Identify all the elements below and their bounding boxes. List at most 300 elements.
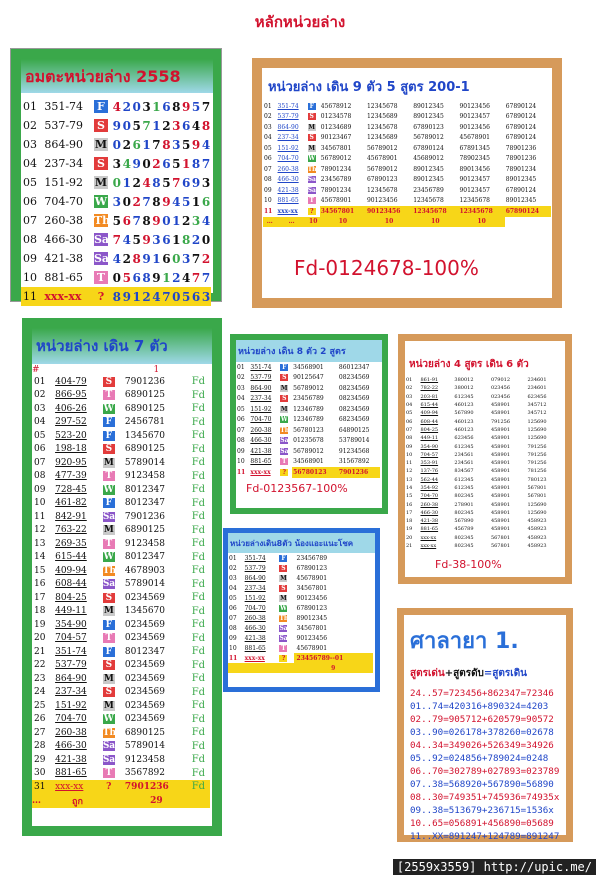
day-cell xyxy=(278,623,293,633)
day-cell xyxy=(278,603,293,613)
row-number: 04 xyxy=(34,417,46,428)
fd-mark: Fd xyxy=(191,443,206,455)
digit-cell: 9 xyxy=(152,213,161,228)
row-number: 02 xyxy=(34,390,46,401)
day-cell xyxy=(278,653,293,663)
row-number: 11 xyxy=(237,468,246,476)
table-row xyxy=(21,135,211,154)
day-badge: S xyxy=(103,687,115,697)
day-badge: Th xyxy=(280,426,290,434)
table-row xyxy=(405,534,563,542)
row-number: 11 xyxy=(34,511,46,522)
table-row xyxy=(228,633,373,643)
formula-cell: 56789012 xyxy=(366,165,398,173)
row-prize: 704-70 xyxy=(250,416,272,424)
formula-cell: 67890124 xyxy=(505,186,537,194)
row-value: 0234569 xyxy=(124,700,166,711)
col-blank xyxy=(278,663,293,673)
table-row xyxy=(21,116,211,135)
day-cell xyxy=(279,425,292,436)
row-value: 2456781 xyxy=(124,417,166,428)
formula-cell: 78901234 xyxy=(320,186,352,194)
table-row xyxy=(228,613,373,623)
digit-cell: 0 xyxy=(142,156,151,171)
row-prize: 151-92 xyxy=(250,405,272,413)
row-prize: 881-65 xyxy=(244,644,266,652)
row-number: 02 xyxy=(264,113,272,121)
day-cell xyxy=(278,563,293,573)
formula-cell: 45678901 xyxy=(366,155,398,163)
row-number: 16 xyxy=(34,579,46,590)
formula-cell: 12345678 xyxy=(413,197,444,205)
card-subtitle xyxy=(410,666,560,681)
cell: 354-92 xyxy=(420,485,439,491)
row-value: 6890125 xyxy=(124,403,166,414)
footer-mid: ถูก xyxy=(72,796,83,807)
row-number: 04 xyxy=(23,157,37,170)
row-value: 6890125 xyxy=(124,390,166,401)
table-row xyxy=(32,551,210,565)
table-row xyxy=(405,426,563,434)
row-number: 22 xyxy=(34,660,46,671)
day-badge: M xyxy=(94,176,108,189)
digit-cell: 8 xyxy=(142,213,151,228)
row-prize: 537-79 xyxy=(55,660,87,671)
cell: 458923 xyxy=(527,518,547,525)
table-row xyxy=(236,415,380,426)
row-prize: xxx-xx xyxy=(244,654,265,662)
row-number: 07 xyxy=(237,426,245,434)
page-header: หลักหน่วยล่าง xyxy=(254,13,346,31)
day-badge: F xyxy=(282,363,287,371)
day-cell xyxy=(307,122,320,133)
table-row xyxy=(32,456,210,470)
col-num: 1 xyxy=(153,364,160,375)
formula-a: 12346789 xyxy=(293,405,324,413)
digit-cell: 3 xyxy=(172,118,181,133)
day-cell xyxy=(102,767,121,781)
formula-b: 53789014 xyxy=(338,437,370,445)
table-row xyxy=(32,470,210,484)
digit-cell: 2 xyxy=(152,156,161,171)
fd-mark: Fd xyxy=(191,754,206,766)
cell: 13 xyxy=(406,476,413,483)
row-prize: 237-34 xyxy=(44,157,84,170)
digit-cell: 7 xyxy=(201,270,211,285)
card-salaya xyxy=(397,608,573,842)
day-badge: Sa xyxy=(102,754,116,765)
card-footer: Fd-0123567-100% xyxy=(246,481,348,495)
cell: 125690 xyxy=(527,426,547,433)
row-value: 7901236 xyxy=(124,376,166,387)
row-number: 12 xyxy=(34,525,46,536)
day-badge: M xyxy=(103,606,114,617)
table-row xyxy=(228,573,373,583)
day-badge: M xyxy=(280,594,287,602)
table-row xyxy=(236,383,380,394)
fd-mark: Fd xyxy=(191,578,206,590)
fd-mark: Fd xyxy=(191,713,206,725)
day-cell xyxy=(93,211,112,230)
row-number: 26 xyxy=(34,714,46,725)
score-row xyxy=(228,663,373,673)
day-cell xyxy=(102,632,121,646)
day-badge: W xyxy=(94,195,108,208)
table-row xyxy=(32,767,210,781)
cell: 567801 xyxy=(527,493,547,500)
row-prize: 704-70 xyxy=(244,604,266,612)
table-row xyxy=(405,525,563,533)
row-number: 05 xyxy=(34,430,46,441)
cell: 861-91 xyxy=(420,377,439,384)
cell: 791256 xyxy=(490,418,511,425)
formula-line: 08..30=749351+745936=74935x xyxy=(410,792,560,803)
table-row xyxy=(263,154,551,165)
digit-cell: 1 xyxy=(152,251,161,266)
row-number: 14 xyxy=(34,552,46,563)
row-prize: 881-65 xyxy=(277,197,299,205)
cell: 278901 xyxy=(454,501,474,508)
table-row xyxy=(32,510,210,524)
day-badge: Sa xyxy=(307,186,316,194)
row-number: 18 xyxy=(34,606,46,617)
table-row xyxy=(228,553,373,563)
day-cell xyxy=(93,230,112,249)
day-badge: Sa xyxy=(102,511,116,522)
digit-cell: 9 xyxy=(112,118,122,133)
table-row xyxy=(263,164,551,175)
row-number: 30 xyxy=(34,768,46,779)
day-badge: Sa xyxy=(102,579,116,590)
digit-cell: 7 xyxy=(142,118,151,133)
table-row xyxy=(32,740,210,754)
table-row xyxy=(32,524,210,538)
digit-cell: 0 xyxy=(122,194,131,209)
row-number: 03 xyxy=(264,123,272,131)
day-badge: S xyxy=(103,593,115,603)
row-number: 06 xyxy=(237,416,245,424)
row-number: 07 xyxy=(23,214,37,227)
day-badge: Sa xyxy=(279,634,288,642)
cell: 125690 xyxy=(527,501,547,508)
card-7-digit xyxy=(22,318,222,836)
day-badge: S xyxy=(103,444,115,454)
day-cell xyxy=(102,456,121,470)
day-cell xyxy=(102,672,121,686)
cell: 02 xyxy=(406,385,413,392)
formula-cell: 67890124 xyxy=(505,206,551,217)
digit-cell: 4 xyxy=(142,175,151,190)
day-cell xyxy=(102,443,121,457)
row-prize: 421-38 xyxy=(244,634,266,642)
row-prize: 804-25 xyxy=(55,592,87,603)
day-cell xyxy=(102,551,121,565)
table-row xyxy=(32,429,210,443)
day-cell xyxy=(279,467,292,478)
eight-digit-table xyxy=(236,362,380,478)
row-number: 11 xyxy=(23,290,37,303)
fd-mark: Fd xyxy=(191,470,206,482)
row-prize: 537-79 xyxy=(277,113,299,121)
formula-line: 02..79=905712+620579=90572 xyxy=(410,714,554,725)
row-prize: 477-39 xyxy=(55,471,87,482)
row-value: 23456789--01 xyxy=(294,653,373,663)
subtitle-c: =สูตรเดิน xyxy=(483,668,528,679)
day-cell xyxy=(93,173,112,192)
row-number: 10 xyxy=(237,458,245,466)
digit-cell: 1 xyxy=(182,156,191,171)
day-cell xyxy=(102,780,121,794)
day-cell xyxy=(102,618,121,632)
formula-b: 08234569 xyxy=(338,384,370,392)
table-row xyxy=(32,443,210,457)
cell: 08 xyxy=(406,435,413,442)
table-row xyxy=(263,175,551,186)
digit-cell: 1 xyxy=(172,213,181,228)
day-cell xyxy=(102,375,121,389)
day-cell xyxy=(278,583,293,593)
fd-mark: Fd xyxy=(191,524,206,536)
fd-mark: Fd xyxy=(191,497,206,509)
day-badge: S xyxy=(103,660,115,670)
row-prize: 866-95 xyxy=(55,390,87,401)
card-title: หน่วยล่างเดิน8ตัว น้องแอะแนะโชค xyxy=(228,533,375,553)
fd-mark: Fd xyxy=(191,403,206,415)
row-number: 10 xyxy=(264,197,272,205)
row-number: 27 xyxy=(34,727,46,738)
cell: 125690 xyxy=(527,509,547,516)
table-row xyxy=(32,591,210,605)
digit-cell: 6 xyxy=(182,118,191,133)
row-prize: xxx-xx xyxy=(250,468,271,476)
formula-a: 12346789 xyxy=(293,416,324,424)
row-number: 01 xyxy=(229,554,237,562)
day-badge: M xyxy=(280,384,288,392)
row-prize: 151-92 xyxy=(44,176,84,189)
cell: 458923 xyxy=(527,543,547,550)
table-row xyxy=(32,537,210,551)
digit-cell: 0 xyxy=(112,175,122,190)
row-number: 05 xyxy=(23,176,37,189)
row-number: 09 xyxy=(237,447,245,455)
day-cell xyxy=(93,268,112,287)
digit-cell: 0 xyxy=(112,270,122,285)
cell: 791256 xyxy=(527,451,547,458)
card-title: หน่วยล่าง 4 สูตร เดิน 6 ตัว xyxy=(409,359,529,370)
digit-cell: 9 xyxy=(191,137,201,152)
fd-mark: Fd xyxy=(191,376,206,388)
seven-digit-table xyxy=(32,364,210,808)
digit-cell: 6 xyxy=(132,137,141,152)
row-number: 04 xyxy=(229,584,237,592)
row-number: 09 xyxy=(23,252,37,265)
formula-cell: 78901234 xyxy=(505,165,537,173)
col-blank xyxy=(192,364,210,375)
formula-cell: 56789012 xyxy=(366,144,398,152)
day-badge: F xyxy=(309,102,314,110)
col-blank xyxy=(102,794,121,808)
formula-cell: 45678912 xyxy=(320,102,352,110)
formula-cell: 89012345 xyxy=(505,176,537,184)
row-prize: 881-65 xyxy=(44,271,84,284)
table-row xyxy=(405,442,563,450)
day-badge: S xyxy=(281,584,286,592)
table-row xyxy=(228,643,373,653)
day-cell xyxy=(278,633,293,643)
table-row xyxy=(32,713,210,727)
table-row xyxy=(32,726,210,740)
table-row xyxy=(21,192,211,211)
cell: 881-65 xyxy=(420,526,439,533)
day-cell xyxy=(102,591,121,605)
cell: 562-44 xyxy=(420,476,439,483)
row-number: 07 xyxy=(264,165,272,173)
cell: 12 xyxy=(406,468,413,475)
row-number: 08 xyxy=(23,233,37,246)
row-prize: 864-90 xyxy=(277,123,299,131)
day-cell xyxy=(102,699,121,713)
formula-line: 04..34=349026+526349=34926 xyxy=(410,740,554,751)
row-number: 07 xyxy=(34,457,46,468)
cell: 458901 xyxy=(490,485,511,491)
formula-cell: 89013456 xyxy=(459,165,490,173)
row-prize: 920-95 xyxy=(55,457,87,468)
cell: 17 xyxy=(406,509,413,516)
digit-cell: 7 xyxy=(191,251,201,266)
table-row xyxy=(405,542,563,550)
row-number: 03 xyxy=(229,574,237,582)
cell: 15 xyxy=(406,493,413,500)
row-number: 09 xyxy=(34,484,46,495)
digit-cell: 5 xyxy=(122,270,131,285)
day-badge: W xyxy=(103,484,114,495)
digit-cell: 5 xyxy=(191,99,201,114)
row-prize: 704-70 xyxy=(277,155,299,163)
table-row xyxy=(405,467,563,475)
digit-cell: 0 xyxy=(172,251,181,266)
digit-cell: 3 xyxy=(191,213,201,228)
day-badge: Th xyxy=(279,614,289,622)
table-row xyxy=(236,467,380,478)
fd-mark: Fd xyxy=(191,740,206,752)
cell: 804-25 xyxy=(420,426,439,433)
table-row xyxy=(228,603,373,613)
day-badge: W xyxy=(103,552,114,563)
row-prize: 351-74 xyxy=(277,102,299,110)
formula-line: 05..92=024856+789024=0248 xyxy=(410,753,549,764)
cell: 567801 xyxy=(527,485,547,491)
table-row xyxy=(236,446,380,457)
card-title: ศาลายา 1. xyxy=(410,629,519,654)
cell: xxx-xx xyxy=(420,543,437,550)
digit-cell: 6 xyxy=(162,99,171,114)
digit-cell: 8 xyxy=(112,289,122,304)
day-cell xyxy=(307,143,320,154)
digit-cell: 2 xyxy=(201,251,211,266)
row-number: 15 xyxy=(34,565,46,576)
digit-cell: 1 xyxy=(152,118,161,133)
score-cell: 10 xyxy=(384,218,394,225)
cell: 704-70 xyxy=(420,493,439,500)
day-cell xyxy=(307,185,320,196)
row-number: 02 xyxy=(237,374,245,382)
day-badge: Sa xyxy=(279,624,288,632)
row-number: 02 xyxy=(229,564,237,572)
day-badge: Sa xyxy=(93,233,110,246)
score-cell: 10 xyxy=(431,218,440,225)
row-value: 0234569 xyxy=(124,592,166,603)
row-number: 03 xyxy=(237,384,245,392)
row-value: 89012345 xyxy=(296,614,328,622)
nine-digit-table xyxy=(263,101,551,227)
row-prize: 421-38 xyxy=(277,186,299,194)
day-cell xyxy=(307,206,320,217)
row-number: 10 xyxy=(229,644,237,652)
table-row xyxy=(21,211,211,230)
row-number: 06 xyxy=(23,195,37,208)
row-number: 03 xyxy=(23,138,37,151)
day-cell xyxy=(307,154,320,165)
row-prize: 421-38 xyxy=(55,754,87,765)
formula-a: 56780123 xyxy=(292,467,338,478)
formula-cell: 12345678 xyxy=(366,102,398,110)
col-blank xyxy=(244,663,279,673)
table-row xyxy=(32,497,210,511)
spiral-binding xyxy=(223,519,380,537)
table-row xyxy=(405,476,563,484)
cell: 623456 xyxy=(454,435,474,442)
day-badge: Sa xyxy=(280,447,289,455)
row-prize: 421-38 xyxy=(250,447,272,455)
row-value: 90123456 xyxy=(296,594,328,602)
day-badge: F xyxy=(103,647,115,657)
day-badge: ? xyxy=(308,208,316,215)
formula-cell: 78901236 xyxy=(505,155,537,163)
cell: 18 xyxy=(406,518,413,525)
day-cell xyxy=(278,643,293,653)
formula-cell: 12345689 xyxy=(366,113,398,121)
spiral-binding xyxy=(252,49,562,67)
row-prize: 466-30 xyxy=(250,437,272,445)
cell: 458901 xyxy=(490,526,511,533)
formula-cell: 01234578 xyxy=(320,113,352,121)
day-cell xyxy=(93,249,112,268)
formula-a: 34568901 xyxy=(293,363,324,371)
day-badge: T xyxy=(103,633,115,643)
card-amata xyxy=(10,48,222,302)
row-value: 7901236 xyxy=(124,511,166,522)
row-value: 0234569 xyxy=(124,633,166,644)
cell: 023456 xyxy=(490,385,511,392)
row-number: 06 xyxy=(229,604,237,612)
formula-cell: 67890124 xyxy=(505,113,537,121)
cell: 458901 xyxy=(490,518,511,525)
fd-mark: Fd xyxy=(191,416,206,428)
formula-a: 01235678 xyxy=(293,437,324,445)
day-badge: Sa xyxy=(102,741,116,752)
row-number: 11 xyxy=(229,654,238,662)
row-value: 1345670 xyxy=(124,606,166,617)
row-prize: 864-90 xyxy=(55,673,87,684)
digit-cell: 4 xyxy=(112,99,122,114)
day-cell xyxy=(278,613,293,623)
footer-left: … xyxy=(32,795,41,806)
cell: 802345 xyxy=(454,509,474,516)
row-value: 9123458 xyxy=(124,538,166,549)
day-badge: F xyxy=(103,620,115,630)
cell: 260-38 xyxy=(420,501,439,508)
col-hash: # xyxy=(32,364,40,375)
